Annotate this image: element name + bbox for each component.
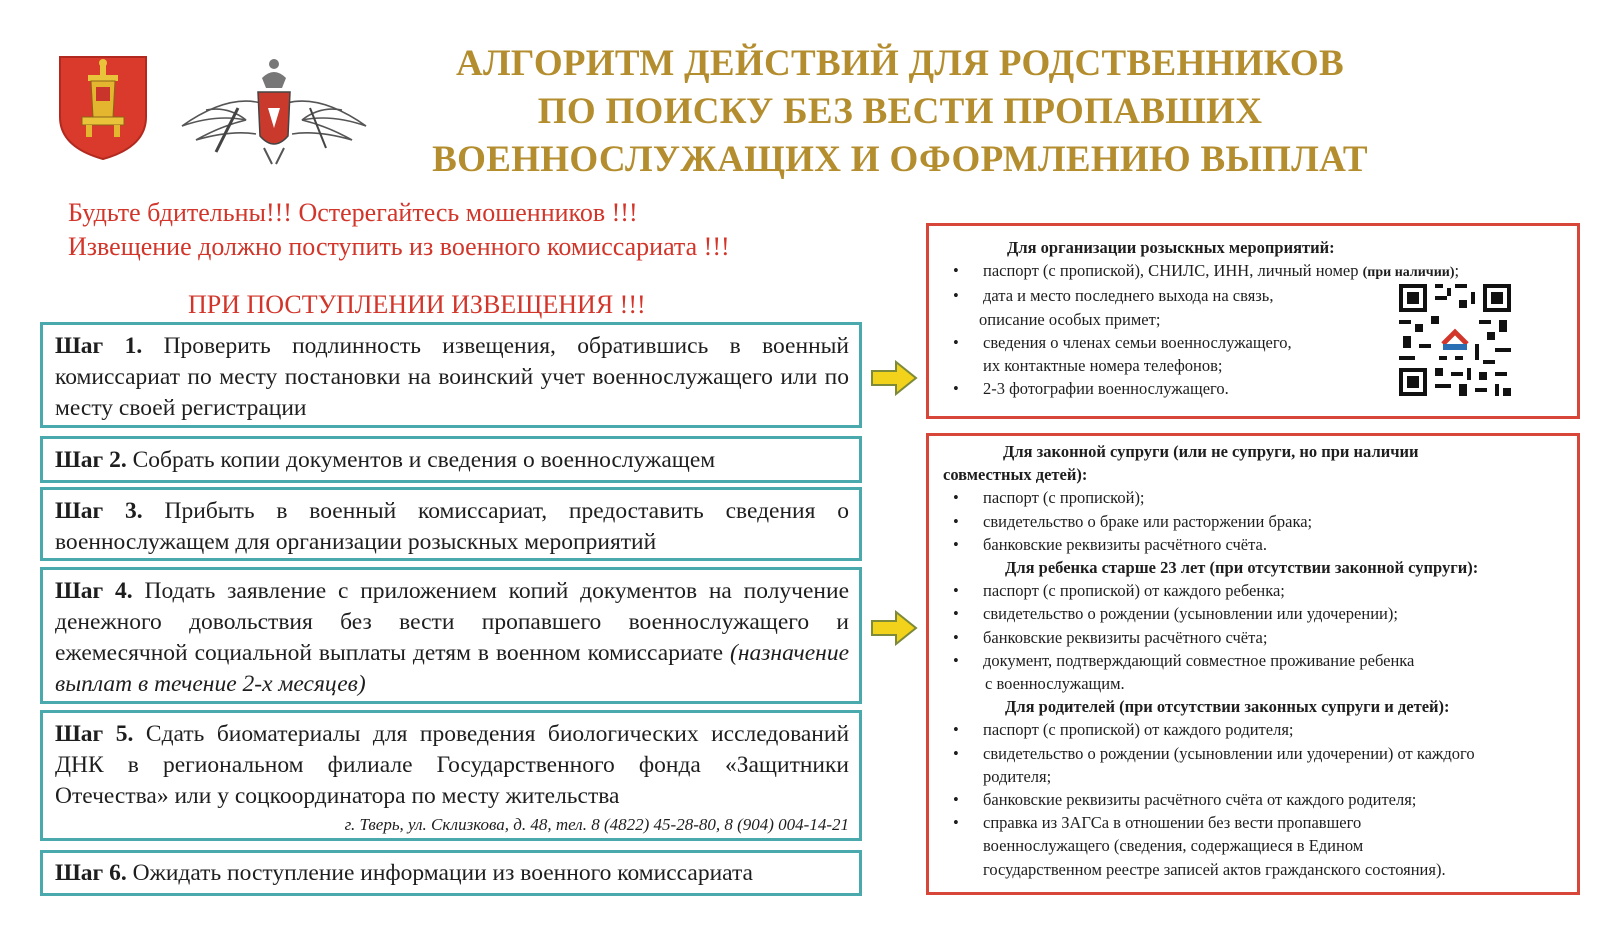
step-3-box [40,487,862,561]
step-5-box [40,710,862,841]
tver-coat-of-arms-icon [58,55,148,161]
warning-line-1: Будьте бдительны!!! Остерегайтесь мошенников !!! [68,198,638,227]
list-item: • дата и место последнего выхода на связь, описание особых примет; [943,284,1563,330]
search-box-heading: Для организации розыскных мероприятий: [1007,238,1335,257]
parent-documents-list [943,718,1569,880]
list-item: • паспорт (с пропиской) от каждого родителя; [943,718,1569,741]
step-label: Шаг 4. [55,578,133,604]
spouse-heading-cont: совместных детей): [943,465,1088,485]
step-text: Собрать копии документов и сведения о военнослужащем [132,447,716,473]
child-heading: Для ребенка старше 23 лет (при отсутствии законной супруги): [1005,558,1479,578]
step-text: Проверить подлинность извещения, обратившись в военный комиссариат по месту постановки на воинский учет военнослужащего или по месту своей регистрации [55,333,850,421]
arrow-right-icon [870,610,918,646]
arrow-right-icon [870,360,918,396]
spouse-heading: Для законной супруги (или не супруги, но при наличии [1003,442,1419,461]
list-item: • сведения о членах семьи военнослужащего, их контактные номера телефонов; [943,331,1563,377]
list-item: • паспорт (с пропиской); [943,486,1569,509]
list-item: • паспорт (с пропиской), СНИЛС, ИНН, личный номер (при наличии); [943,259,1563,284]
spouse-documents-list [943,486,1569,556]
list-item: • документ, подтверждающий совместное проживание ребенка с военнослужащим. [943,649,1569,695]
list-item: • паспорт (с пропиской) от каждого ребенка; [943,579,1569,602]
list-item: • свидетельство о браке или расторжении брака; [943,510,1569,533]
title-line-1: АЛГОРИТМ ДЕЙСТВИЙ ДЛЯ РОДСТВЕННИКОВ [456,43,1344,84]
step-label: Шаг 5. [55,721,134,747]
step-address: г. Тверь, ул. Склизкова, д. 48, тел. 8 (4822) 45-28-80, 8 (904) 004-14-21 [344,815,849,834]
payments-documents-box [926,433,1580,895]
step-text: Сдать биоматериалы для проведения биологических исследований ДНК в региональном филиале Государственного фонда «Защитники Отечества» или у соцкоординатора по месту жительства [55,721,850,809]
step-label: Шаг 2. [55,447,127,473]
page-title [380,40,1420,184]
list-item: • банковские реквизиты расчётного счёта. [943,533,1569,556]
step-1-box [40,322,862,428]
step-label: Шаг 6. [55,860,127,886]
step-text: Подать заявление с приложением копий документов на получение денежного довольствия без вести пропавшего военнослужащего и ежемесячной социальной выплаты детям в военном комиссариате [55,578,850,666]
step-text: Прибыть в военный комиссариат, предоставить сведения о военнослужащем для организации розыскных мероприятий [55,498,850,555]
list-item: • банковские реквизиты расчётного счёта; [943,626,1569,649]
list-item: • свидетельство о рождении (усыновлении или удочерении); [943,602,1569,625]
list-item: • свидетельство о рождении (усыновлении или удочерении) от каждого родителя; [943,742,1569,788]
list-item: • 2-3 фотографии военнослужащего. [943,377,1563,400]
search-documents-box [926,223,1580,419]
step-4-box [40,567,862,704]
warning-line-2: Извещение должно поступить из военного комиссариата !!! [68,232,730,261]
child-documents-list [943,579,1569,695]
parent-heading: Для родителей (при отсутствии законных супруги и детей): [1005,697,1450,717]
list-item: • справка из ЗАГСа в отношении без вести пропавшего военнослужащего (сведения, содержащиеся в Едином государственном реестре записей актов гражданского состояния). [943,811,1569,881]
step-note: (назначение выплат в течение 2-х месяцев) [55,640,849,697]
step-text: Ожидать поступление информации из военного комиссариата [132,860,753,886]
qr-code-icon [1399,284,1511,396]
eagle-emblem-icon [176,48,372,166]
title-line-3: ВОЕННОСЛУЖАЩИХ И ОФОРМЛЕНИЮ ВЫПЛАТ [432,139,1368,180]
step-2-box [40,436,862,483]
list-item: • банковские реквизиты расчётного счёта от каждого родителя; [943,788,1569,811]
step-label: Шаг 1. [55,333,143,359]
step-label: Шаг 3. [55,498,143,524]
notice-heading: ПРИ ПОСТУПЛЕНИИ ИЗВЕЩЕНИЯ !!! [188,290,646,319]
title-line-2: ПО ПОИСКУ БЕЗ ВЕСТИ ПРОПАВШИХ [537,91,1263,132]
step-6-box [40,850,862,896]
